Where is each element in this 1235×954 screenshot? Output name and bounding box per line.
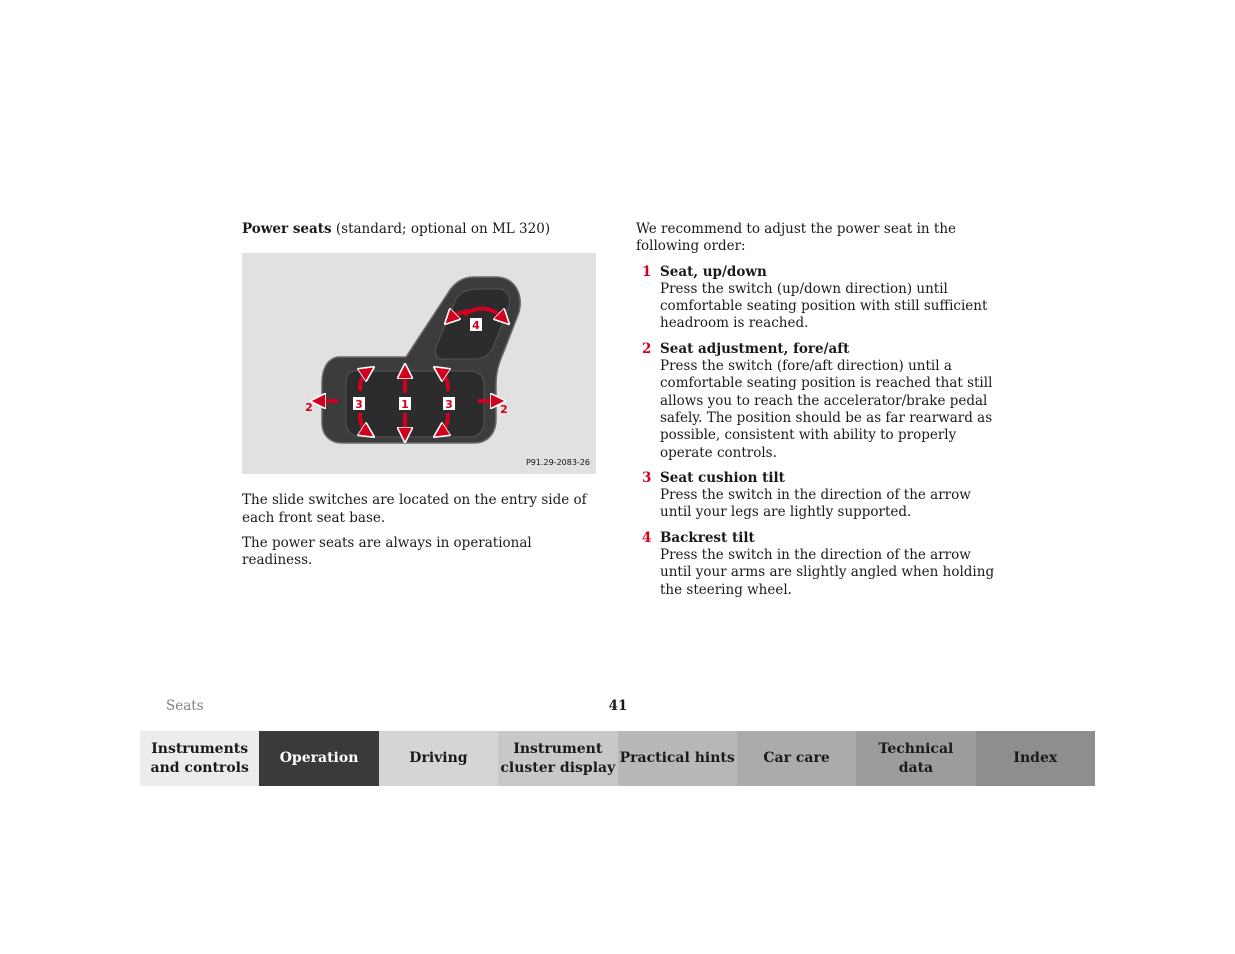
tab-technical-data[interactable]: Technical data [856,731,975,786]
seat-switch-figure [242,253,596,474]
tab-operation[interactable]: Operation [259,731,378,786]
page-number: 41 [608,698,628,714]
adjustment-steps [636,264,996,599]
label-2-left: 2 [305,401,313,415]
label-3-right: 3 [445,398,453,412]
right-column [636,221,996,607]
step-body: Press the switch (up/down direction) until comfortable seating position with still sufficient headroom is reached. [660,280,988,332]
intro-paragraph: We recommend to adjust the power seat in the following order: [636,221,957,255]
left-column [242,221,602,577]
label-2-right: 2 [500,403,508,417]
footer-section-name: Seats [166,698,204,714]
figure-code: P91.29-2083-26 [525,458,590,467]
seat-switch-illustration [242,253,596,474]
label-3-left: 3 [355,398,363,412]
step-body: Press the switch (fore/aft direction) until a comfortable seating position is reached that still allows you to reach the accelerator/brake pedal safely. The position should be as far rearward as possible, consistent with ability to properly operate controls. [660,358,993,461]
step-seat-fore-aft [636,341,996,462]
step-body: Press the switch in the direction of the arrow until your legs are lightly supported. [660,487,971,521]
step-title: Seat cushion tilt [660,469,785,486]
step-backrest-tilt [636,530,996,599]
tab-practical-hints[interactable]: Practical hints [618,731,737,786]
step-number: 2 [642,340,652,357]
section-heading [242,221,602,238]
tab-index[interactable]: Index [976,731,1095,786]
step-title: Seat, up/down [660,263,767,280]
chapter-navigation [140,731,1095,786]
paragraph-operational-readiness: The power seats are always in operational readiness. [242,534,532,569]
heading-bold: Power seats [242,221,332,237]
heading-rest: (standard; optional on ML 320) [331,221,551,237]
tab-instruments-and-controls[interactable]: Instruments and controls [140,731,259,786]
label-1: 1 [401,398,409,412]
step-title: Backrest tilt [660,529,755,546]
step-seat-up-down [636,264,996,333]
step-title: Seat adjustment, fore/aft [660,340,850,357]
step-seat-cushion-tilt [636,470,996,522]
paragraph-slide-switches: The slide switches are located on the entry side of each front seat base. [242,492,587,526]
label-4: 4 [472,319,480,333]
step-body: Press the switch in the direction of the arrow until your arms are slightly angled when holding the steering wheel. [660,547,995,598]
tab-instrument-cluster-display[interactable]: Instrument cluster display [498,731,617,786]
step-number: 1 [642,263,652,280]
tab-car-care[interactable]: Car care [737,731,856,786]
step-number: 4 [642,529,652,546]
tab-driving[interactable]: Driving [379,731,498,786]
step-number: 3 [642,469,652,486]
